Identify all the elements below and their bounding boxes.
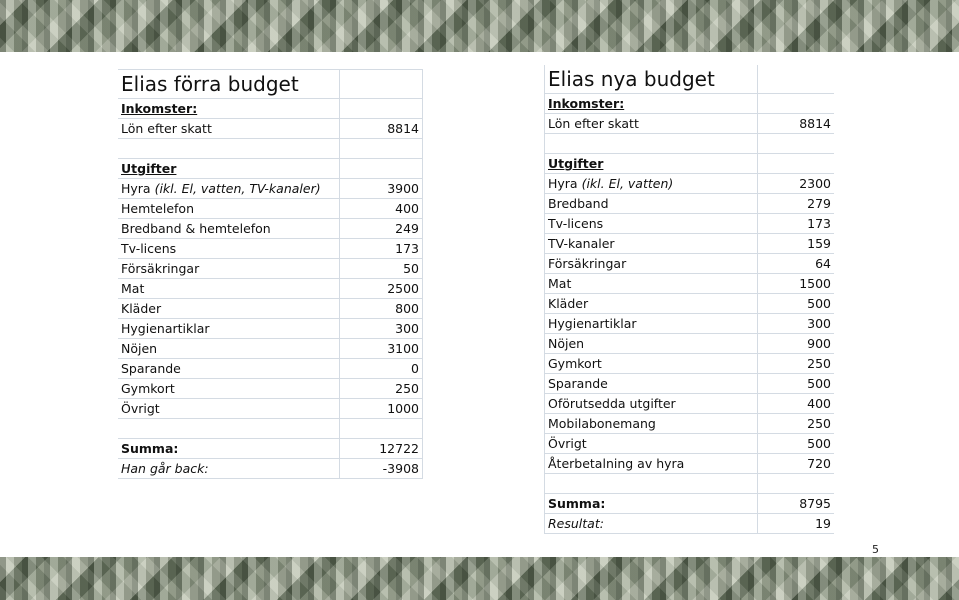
- old-budget-table: [118, 69, 423, 479]
- row-label: Lön efter skatt: [118, 119, 340, 139]
- sum-label: Summa:: [118, 439, 340, 459]
- table-row: Tv-licens 173: [118, 239, 423, 259]
- table-row: [545, 134, 835, 154]
- row-value: 2300: [758, 174, 835, 194]
- table-row: [118, 119, 423, 139]
- expenses-header: Utgifter: [118, 159, 340, 179]
- money-banner-bottom: [0, 557, 959, 600]
- table-row: Bredband & hemtelefon 249: [118, 219, 423, 239]
- sum-value: 12722: [340, 439, 423, 459]
- table-row: Övrigt 1000: [118, 399, 423, 419]
- table-row: Tv-licens 173: [545, 214, 835, 234]
- table-row: [118, 419, 423, 439]
- result-value: 19: [758, 514, 835, 534]
- table-row: [545, 154, 835, 174]
- table-row: Mat 1500: [545, 274, 835, 294]
- table-row: [118, 179, 423, 199]
- row-label: Lön efter skatt: [545, 114, 758, 134]
- page-number: 5: [872, 543, 879, 556]
- budget-title: Elias förra budget: [118, 70, 340, 99]
- table-row: [545, 474, 835, 494]
- table-row: [545, 514, 835, 534]
- table-row: [118, 159, 423, 179]
- table-row: [118, 459, 423, 479]
- table-row: [545, 65, 835, 94]
- income-header: Inkomster:: [118, 99, 340, 119]
- money-banner-top: [0, 0, 959, 52]
- row-label: Hyra (ikl. El, vatten): [545, 174, 758, 194]
- new-budget-table: [544, 65, 834, 534]
- table-row: [545, 94, 835, 114]
- table-row: Gymkort 250: [545, 354, 835, 374]
- table-row: Bredband 279: [545, 194, 835, 214]
- table-row: Nöjen 900: [545, 334, 835, 354]
- income-header: Inkomster:: [545, 94, 758, 114]
- expenses-header: Utgifter: [545, 154, 758, 174]
- table-row: Gymkort 250: [118, 379, 423, 399]
- table-row: Kläder 800: [118, 299, 423, 319]
- table-row: Mobilabonemang 250: [545, 414, 835, 434]
- sum-label: Summa:: [545, 494, 758, 514]
- result-label: Han går back:: [118, 459, 340, 479]
- table-row: Mat 2500: [118, 279, 423, 299]
- row-value: 3900: [340, 179, 423, 199]
- table-row: Hemtelefon 400: [118, 199, 423, 219]
- table-row: Nöjen 3100: [118, 339, 423, 359]
- result-label: Resultat:: [545, 514, 758, 534]
- table-row: [545, 174, 835, 194]
- table-row: [545, 114, 835, 134]
- sum-value: 8795: [758, 494, 835, 514]
- table-row: TV-kanaler 159: [545, 234, 835, 254]
- table-row: Övrigt 500: [545, 434, 835, 454]
- result-value: -3908: [340, 459, 423, 479]
- table-row: Försäkringar 64: [545, 254, 835, 274]
- table-row: [118, 139, 423, 159]
- table-row: Återbetalning av hyra 720: [545, 454, 835, 474]
- table-row: Sparande 0: [118, 359, 423, 379]
- table-row: Kläder 500: [545, 294, 835, 314]
- row-value: 8814: [758, 114, 835, 134]
- table-row: Hygienartiklar 300: [118, 319, 423, 339]
- table-row: Försäkringar 50: [118, 259, 423, 279]
- table-row: Hygienartiklar 300: [545, 314, 835, 334]
- table-row: Sparande 500: [545, 374, 835, 394]
- table-row: Oförutsedda utgifter 400: [545, 394, 835, 414]
- table-row: [118, 70, 423, 99]
- row-label: Hyra (ikl. El, vatten, TV-kanaler): [118, 179, 340, 199]
- budget-title: Elias nya budget: [545, 65, 758, 94]
- table-row: [118, 439, 423, 459]
- row-value: 8814: [340, 119, 423, 139]
- table-row: [545, 494, 835, 514]
- table-row: [118, 99, 423, 119]
